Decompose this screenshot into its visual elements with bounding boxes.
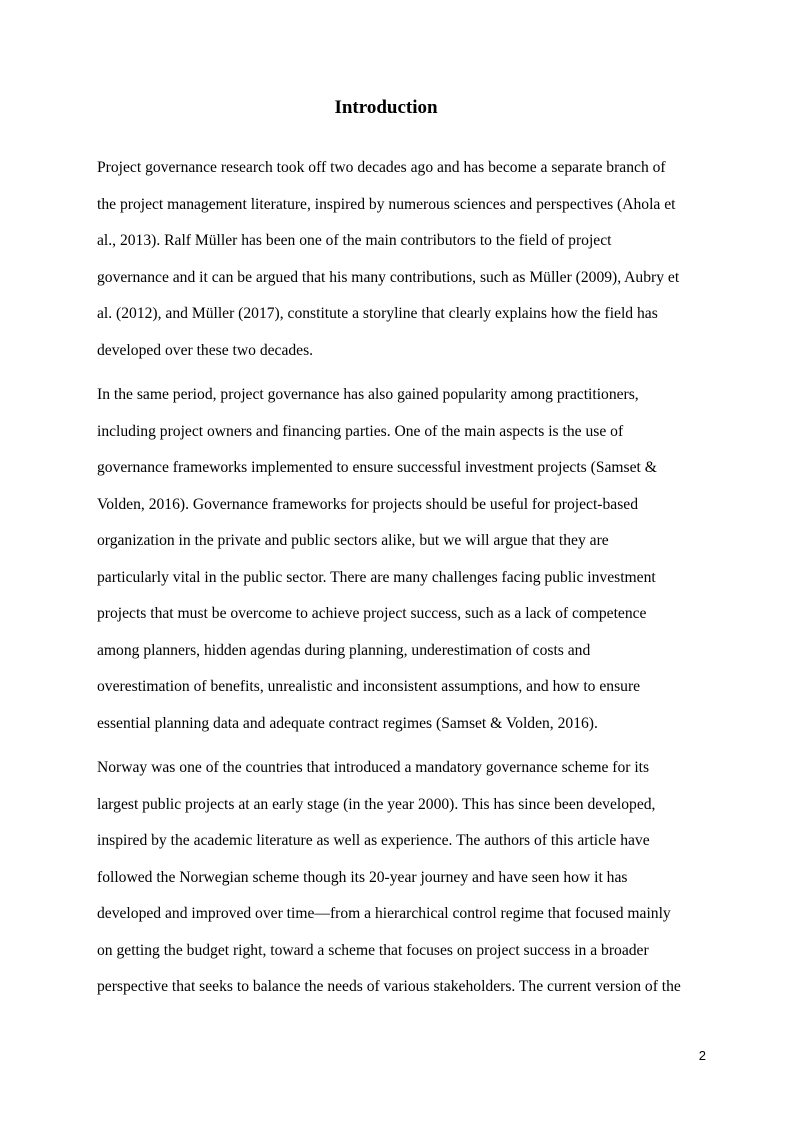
text-line: including project owners and financing parties. One of the main aspects is the use of bbox=[97, 422, 624, 440]
text-line: Volden, 2016). Governance frameworks for projects should be useful for project-based bbox=[97, 495, 638, 513]
text-line: inspired by the academic literature as well as experience. The authors of this article have bbox=[97, 832, 650, 849]
text-line: In the same period, project governance has also gained popularity among practitioners, bbox=[97, 386, 639, 403]
section-heading: Introduction bbox=[334, 97, 438, 118]
text-line: Project governance research took off two decades ago and has become a separate branch of bbox=[97, 159, 666, 176]
text-line: perspective that seeks to balance the needs of various stakeholders. The current version of the bbox=[97, 978, 681, 995]
text-line: developed over these two decades. bbox=[97, 341, 314, 359]
text-line: particularly vital in the public sector. There are many challenges facing public investment bbox=[97, 568, 656, 586]
text-line: al. (2012), and Müller (2017), constitute a storyline that clearly explains how the field has bbox=[97, 305, 658, 322]
text-line: Norway was one of the countries that introduced a mandatory governance scheme for its bbox=[97, 759, 650, 776]
text-line: al., 2013). Ralf Müller has been one of the main contributors to the field of project bbox=[97, 232, 612, 249]
page-number: 2 bbox=[698, 1048, 706, 1063]
text-line: largest public projects at an early stage (in the year 2000). This has since been developed, bbox=[97, 795, 656, 813]
text-line: organization in the private and public sectors alike, but we will argue that they are bbox=[97, 532, 609, 549]
text-line: projects that must be overcome to achieve project success, such as a lack of competence bbox=[97, 605, 647, 622]
text-line: on getting the budget right, toward a scheme that focuses on project success in a broader bbox=[97, 941, 649, 959]
paragraph-2 bbox=[97, 377, 701, 742]
text-line: the project management literature, inspired by numerous sciences and perspectives (Ahola et bbox=[97, 195, 676, 213]
text-line: overestimation of benefits, unrealistic and inconsistent assumptions, and how to ensure bbox=[97, 678, 641, 695]
text-line: developed and improved over time—from a hierarchical control regime that focused mainly bbox=[97, 905, 671, 922]
body-text bbox=[97, 150, 701, 1014]
text-line: among planners, hidden agendas during planning, underestimation of costs and bbox=[97, 641, 591, 659]
paragraph-1 bbox=[97, 150, 701, 369]
paragraph-3 bbox=[97, 750, 701, 1006]
text-line: governance frameworks implemented to ensure successful investment projects (Samset & bbox=[97, 459, 657, 476]
text-line: followed the Norwegian scheme though its 20-year journey and have seen how it has bbox=[97, 868, 628, 886]
text-line: essential planning data and adequate contract regimes (Samset & Volden, 2016). bbox=[97, 714, 598, 732]
text-line: governance and it can be argued that his many contributions, such as Müller (2009), Aubry et bbox=[97, 268, 680, 286]
